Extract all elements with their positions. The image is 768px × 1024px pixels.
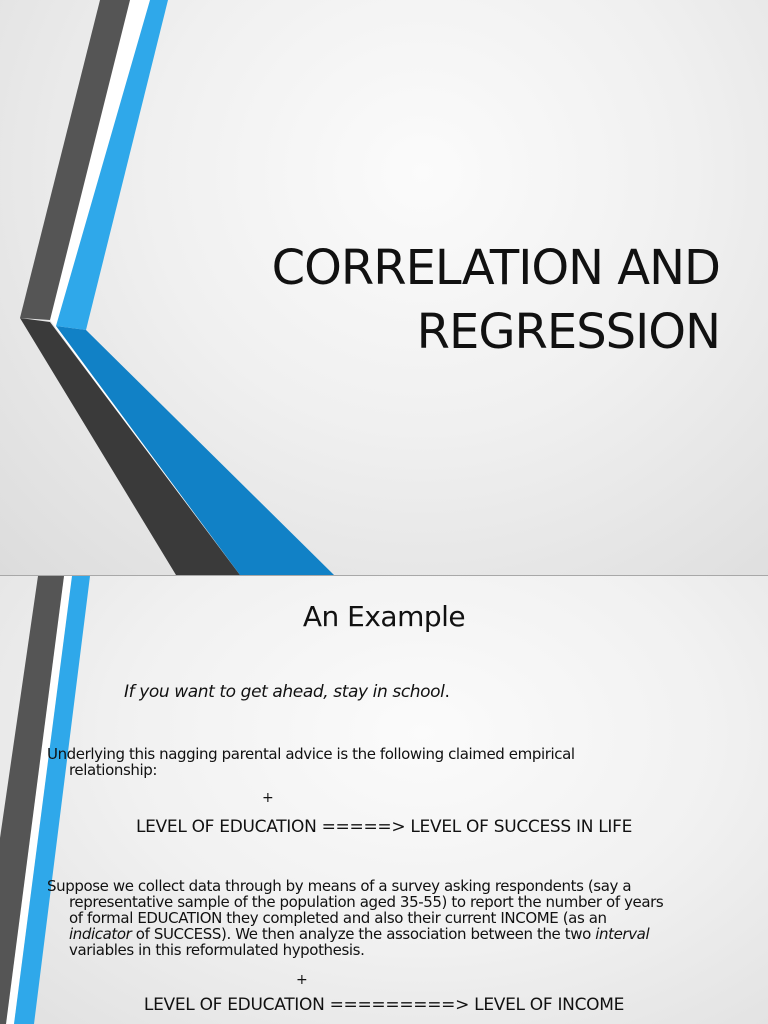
slide-title-2: An Example xyxy=(302,600,466,633)
paragraph-2-line-1: Suppose we collect data through by means of a survey asking respondents (say a xyxy=(47,877,632,895)
paragraph-2-line-4-mid: of SUCCESS). We then analyze the association between the two xyxy=(131,925,596,943)
paragraph-1-line-2: relationship: xyxy=(69,761,158,779)
slide-2 xyxy=(0,576,768,1024)
title-line-1: CORRELATION AND xyxy=(271,240,720,296)
quote-period: . xyxy=(444,682,450,702)
paragraph-1 xyxy=(47,746,737,778)
paragraph-1-line-1: Underlying this nagging parental advice is the following claimed empirical xyxy=(47,745,575,763)
paragraph-2-line-4 xyxy=(47,926,737,942)
plus-sign-1: + xyxy=(262,790,274,806)
interval-word: interval xyxy=(595,925,650,943)
paragraph-2-line-3: of formal EDUCATION they completed and also their current INCOME (as an xyxy=(69,909,607,927)
relationship-2: LEVEL OF EDUCATION =========> LEVEL OF INCOME xyxy=(143,995,625,1015)
indicator-word: indicator xyxy=(69,925,132,943)
paragraph-2-line-5: variables in this reformulated hypothesis. xyxy=(69,941,365,959)
stripe-dark-lower xyxy=(20,318,240,575)
quote-body: If you want to get ahead, stay in school xyxy=(124,682,445,702)
relationship-1: LEVEL OF EDUCATION =====> LEVEL OF SUCCESS IN LIFE xyxy=(135,817,633,837)
paragraph-2 xyxy=(47,878,737,958)
paragraph-2-line-2: representative sample of the population aged 35-55) to report the number of years xyxy=(69,893,664,911)
plus-sign-2: + xyxy=(296,972,308,988)
title-line-2: REGRESSION xyxy=(416,304,720,360)
quote-text xyxy=(124,682,450,702)
slide-title xyxy=(272,236,720,364)
